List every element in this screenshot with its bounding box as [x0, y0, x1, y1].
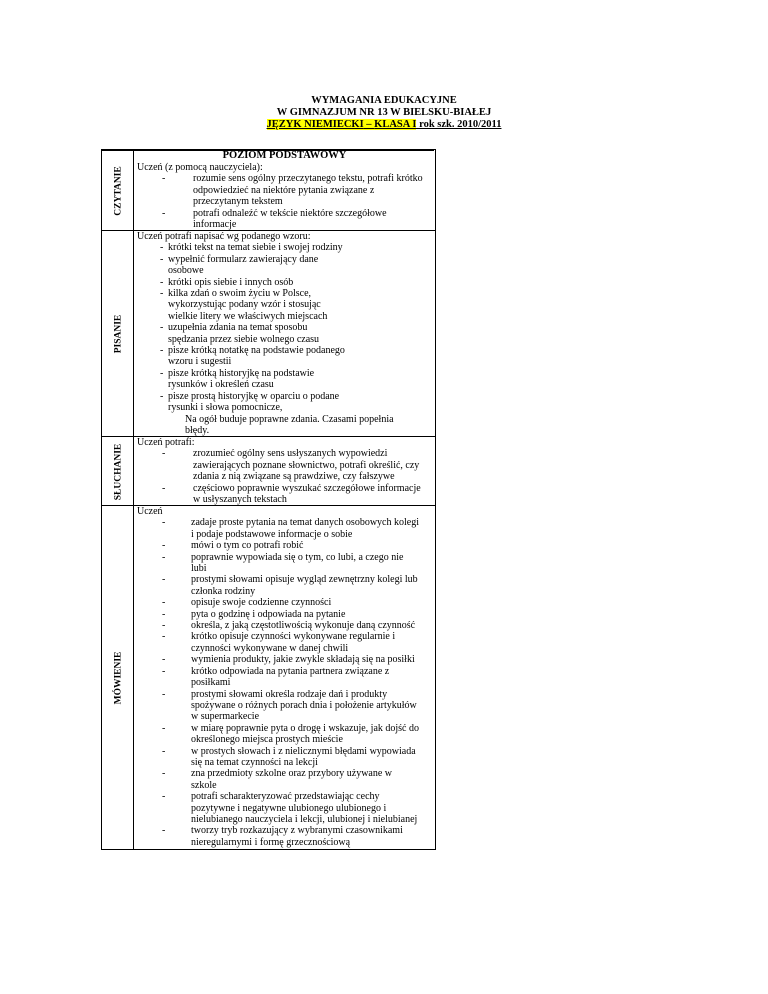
list-item-text: rozumie sens ogólny przeczytanego tekstu, potrafi krótko odpowiedzieć na niektóre pytania związane z przeczytanym tekstem [193, 173, 423, 208]
list-item [134, 746, 435, 769]
bullet-dash: - [162, 825, 166, 837]
list-item-text: częściowo poprawnie wyszukać szczegółowe informacje w usłyszanych tekstach [193, 482, 421, 506]
list-item [134, 242, 435, 253]
list-item [134, 791, 435, 825]
list-item-text: zadaje proste pytania na temat danych osobowych kolegi i podaje podstawowe informacje o sobie [191, 517, 419, 540]
section-sluchanie [134, 437, 435, 505]
list-item-text: określa, z jaką częstotliwością wykonuje daną czynność [191, 620, 416, 632]
label-sluchanie-cell [102, 437, 135, 506]
sluchanie-list [134, 448, 435, 505]
list-item-text: potrafi odnaleźć w tekście niektóre szczegółowe informacje [193, 207, 387, 231]
header-subject: JĘZYK NIEMIECKI [266, 119, 364, 130]
bullet-dash: - [162, 448, 166, 460]
bullet-dash: - [162, 722, 166, 734]
list-item [134, 540, 435, 551]
list-item [134, 825, 435, 848]
list-item-text: w prostych słowach i z nielicznymi błędami wypowiada się na temat czynności na lekcji [191, 745, 416, 768]
header-class: KLASA I [374, 119, 417, 130]
list-item [134, 345, 435, 368]
section-pisanie [134, 231, 435, 436]
list-item-text: w miarę poprawnie pyta o drogę i wskazuje, jak dojść do określonego miejsca prostych mieście [191, 722, 419, 746]
bullet-dash: - [162, 173, 166, 185]
list-item [134, 689, 435, 723]
list-item-text: zna przedmioty szkolne oraz przybory używane w szkole [191, 768, 393, 791]
label-mowienie-cell [102, 506, 135, 849]
bullet-dash: - [162, 688, 166, 700]
bullet-dash: - [162, 597, 166, 609]
list-item-text: wypełnić formularz zawierający dane osobowe [168, 253, 319, 277]
bullet-dash: - [160, 322, 164, 334]
bullet-dash: - [162, 631, 166, 643]
header-line-3 [0, 119, 768, 131]
list-item-text: zrozumieć ogólny sens usłyszanych wypowiedzi zawierających poznane słownictwo, potrafi określić, czy zdania z nią związane są prawdziwe, czy fałszywe [193, 448, 420, 483]
bullet-dash: - [162, 517, 166, 529]
pisanie-list [134, 242, 435, 413]
bullet-dash: - [162, 574, 166, 586]
list-item [134, 277, 435, 288]
pisanie-intro: Uczeń potrafi napisać wg podanego wzoru: [137, 231, 311, 242]
bullet-dash: - [160, 288, 164, 300]
header-school-year: rok szk. 2010/2011 [416, 119, 502, 130]
bullet-dash: - [160, 367, 164, 379]
label-pisanie-cell [102, 231, 135, 437]
label-mowienie: MÓWIENIE [113, 651, 124, 704]
list-item [134, 517, 435, 540]
mowienie-intro: Uczeń [137, 506, 163, 517]
list-item [134, 254, 435, 277]
czytanie-list [134, 173, 435, 230]
bullet-dash: - [162, 791, 166, 803]
list-item-text: krótko opisuje czynności wykonywane regularnie i czynności wykonywane w danej chwili [191, 631, 396, 654]
list-item [134, 666, 435, 689]
list-item-text: pyta o godzinę i odpowiada na pytanie [191, 608, 346, 620]
requirements-table [101, 149, 434, 848]
list-item-text: pisze prostą historyjkę w oparciu o podane rysunki i słowa pomocnicze, [168, 390, 340, 414]
bullet-dash: - [160, 253, 164, 265]
list-item [134, 208, 435, 231]
list-item-text: prostymi słowami opisuje wygląd zewnętrzny kolegi lub członka rodziny [191, 574, 418, 597]
section-czytanie [134, 150, 435, 230]
bullet-dash: - [162, 482, 166, 494]
label-pisanie: PISANIE [113, 314, 124, 354]
list-item [134, 723, 435, 746]
list-item [134, 597, 435, 608]
list-item-text: wymienia produkty, jakie zwykle składają się na posiłki [191, 654, 415, 666]
list-item-text: tworzy tryb rozkazujący z wybranymi czasownikami nieregularnymi i formę grzecznościową [191, 825, 403, 848]
label-sluchanie: SŁUCHANIE [113, 443, 124, 500]
list-item [134, 609, 435, 620]
list-item [134, 631, 435, 654]
bullet-dash: - [162, 665, 166, 677]
list-item-text: krótki opis siebie i innych osób [168, 276, 294, 288]
requirements-content-column [133, 149, 436, 850]
bullet-dash: - [160, 242, 164, 254]
pisanie-closing: Na ogół buduje poprawne zdania. Czasami popełnia błędy. [185, 413, 394, 436]
mowienie-list [134, 517, 435, 848]
bullet-dash: - [162, 608, 166, 620]
list-item [134, 288, 435, 322]
list-item [134, 483, 435, 506]
list-item [134, 368, 435, 391]
list-item [134, 391, 435, 414]
bullet-dash: - [160, 390, 164, 402]
bullet-dash: - [162, 207, 166, 219]
bullet-dash: - [162, 654, 166, 666]
list-item [134, 654, 435, 665]
sluchanie-intro: Uczeń potrafi: [137, 437, 195, 448]
list-item [134, 768, 435, 791]
bullet-dash: - [160, 345, 164, 357]
label-czytanie-cell [102, 150, 135, 231]
bullet-dash: - [162, 745, 166, 757]
bullet-dash: - [162, 768, 166, 780]
list-item-text: krótki tekst na temat siebie i swojej rodziny [168, 242, 343, 254]
list-item-text: pisze krótką notatkę na podstawie podanego wzoru i sugestii [168, 345, 345, 368]
list-item-text: kilka zdań o swoim życiu w Polsce, wykorzystując podany wzór i stosując wielkie litery we właściwych miejscach [168, 288, 328, 322]
document-header [0, 95, 768, 131]
list-item [134, 448, 435, 482]
czytanie-intro: Uczeń (z pomocą nauczyciela): [137, 162, 263, 173]
list-item-text: poprawnie wypowiada się o tym, co lubi, a czego nie lubi [191, 551, 404, 575]
header-separator: – [363, 119, 375, 130]
list-item-text: pisze krótką historyjkę na podstawie rysunków i określeń czasu [168, 367, 315, 391]
list-item-text: mówi o tym co potrafi robić [191, 540, 304, 552]
header-line-1: WYMAGANIA EDUKACYJNE [311, 95, 457, 106]
list-item [134, 620, 435, 631]
label-czytanie: CZYTANIE [113, 165, 124, 216]
bullet-dash: - [162, 620, 166, 632]
skill-label-column [101, 149, 134, 850]
list-item [134, 173, 435, 207]
list-item [134, 552, 435, 575]
list-item-text: potrafi scharakteryzować przedstawiając cechy pozytywne i negatywne ulubionego ulubionego i nielubianego nauczyciela i lekcji, ulubionej i nielubianej [191, 791, 418, 825]
list-item-text: uzupełnia zdania na temat sposobu spędzania przez siebie wolnego czasu [168, 322, 320, 345]
list-item-text: opisuje swoje codzienne czynności [191, 597, 332, 609]
list-item-text: prostymi słowami określa rodzaje dań i produkty spożywane o różnych porach dnia i położenie artykułów w supermarkecie [191, 688, 417, 723]
bullet-dash: - [162, 551, 166, 563]
bullet-dash: - [160, 276, 164, 288]
list-item [134, 574, 435, 597]
list-item [134, 322, 435, 345]
list-item-text: krótko odpowiada na pytania partnera związane z posiłkami [191, 665, 390, 689]
level-title: POZIOM PODSTAWOWY [222, 150, 347, 161]
bullet-dash: - [162, 540, 166, 552]
header-line-2: W GIMNAZJUM NR 13 W BIELSKU-BIAŁEJ [276, 107, 492, 118]
section-mowienie [134, 506, 435, 848]
